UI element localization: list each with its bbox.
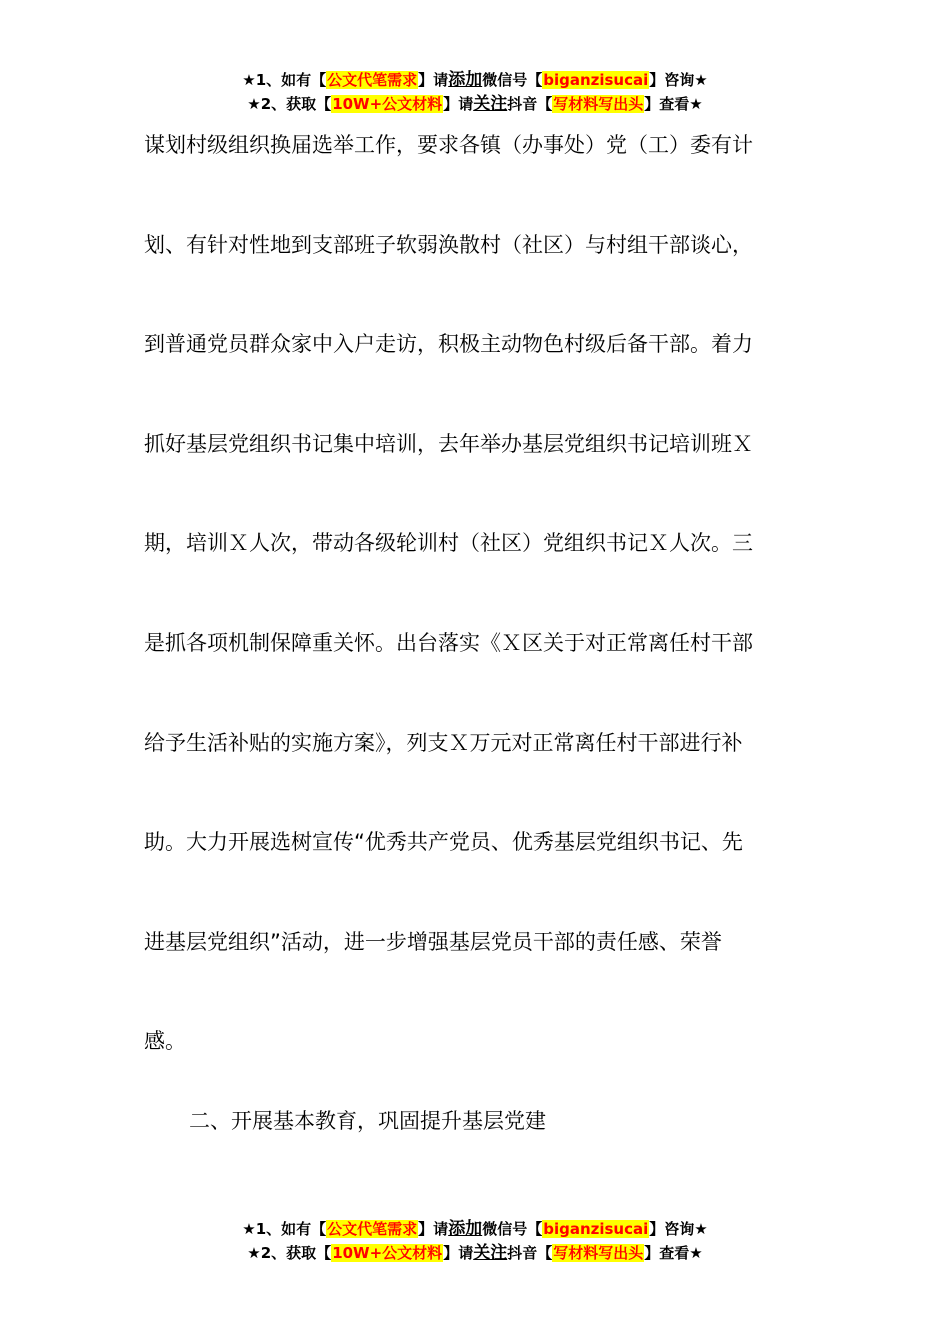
highlight-text: 10W+公文材料 (332, 1244, 443, 1262)
banner-text: 】查看★ (644, 1244, 703, 1262)
paragraph-line: 进基层党组织”活动，进一步增强基层党员干部的责任感、荣誉 (144, 930, 722, 954)
banner-text: 】请 (443, 95, 474, 113)
banner-text: 抖音【 (507, 1244, 553, 1262)
banner-text: 】咨询★ (649, 71, 708, 89)
banner-text: 微信号【 (482, 71, 543, 89)
header-banner (0, 68, 950, 116)
highlight-text: 公文代笔需求 (327, 71, 418, 89)
banner-text: 】查看★ (644, 95, 703, 113)
highlight-text: 公文代笔需求 (327, 1220, 418, 1238)
paragraph-line: 谋划村级组织换届选举工作，要求各镇（办事处）党（工）委有计 (144, 133, 753, 157)
banner-text: 】请 (443, 1244, 474, 1262)
banner-text: ★1、如有【 (242, 1220, 327, 1238)
banner-text: ★2、获取【 (247, 1244, 332, 1262)
highlight-text: 写材料写出头 (553, 1244, 644, 1262)
paragraph-line: 划、有针对性地到支部班子软弱涣散村（社区）与村组干部谈心， (144, 233, 753, 257)
highlight-text: biganzisucai (543, 1220, 649, 1238)
banner-text: ★2、获取【 (247, 95, 332, 113)
banner-text: 】请 (418, 71, 449, 89)
highlight-text: 写材料写出头 (553, 95, 644, 113)
banner-line-1 (0, 68, 950, 92)
underlined-text: 添加 (448, 70, 483, 90)
paragraph-line: 给予生活补贴的实施方案》，列支Ｘ万元对正常离任村干部进行补 (144, 731, 743, 755)
highlight-text: 10W+公文材料 (332, 95, 443, 113)
underlined-text: 添加 (448, 1219, 483, 1239)
highlight-text: biganzisucai (543, 71, 649, 89)
underlined-text: 关注 (473, 94, 508, 114)
banner-line-2 (0, 1241, 950, 1265)
paragraph-line: 期，培训Ｘ人次，带动各级轮训村（社区）党组织书记Ｘ人次。三 (144, 531, 753, 555)
paragraph-line: 到普通党员群众家中入户走访，积极主动物色村级后备干部。着力 (144, 332, 753, 356)
banner-text: ★1、如有【 (242, 71, 327, 89)
banner-text: 微信号【 (482, 1220, 543, 1238)
section-heading: 二、开展基本教育，巩固提升基层党建 (189, 1109, 546, 1133)
banner-line-1 (0, 1217, 950, 1241)
banner-text: 】请 (418, 1220, 449, 1238)
banner-text: 】咨询★ (649, 1220, 708, 1238)
paragraph-line: 抓好基层党组织书记集中培训，去年举办基层党组织书记培训班Ｘ (144, 432, 753, 456)
paragraph-line: 是抓各项机制保障重关怀。出台落实《Ｘ区关于对正常离任村干部 (144, 631, 753, 655)
footer-banner (0, 1217, 950, 1265)
paragraph-line: 感。 (144, 1029, 186, 1053)
banner-line-2 (0, 92, 950, 116)
banner-text: 抖音【 (507, 95, 553, 113)
paragraph-line: 助。大力开展选树宣传“优秀共产党员、优秀基层党组织书记、先 (144, 830, 743, 854)
underlined-text: 关注 (473, 1243, 508, 1263)
